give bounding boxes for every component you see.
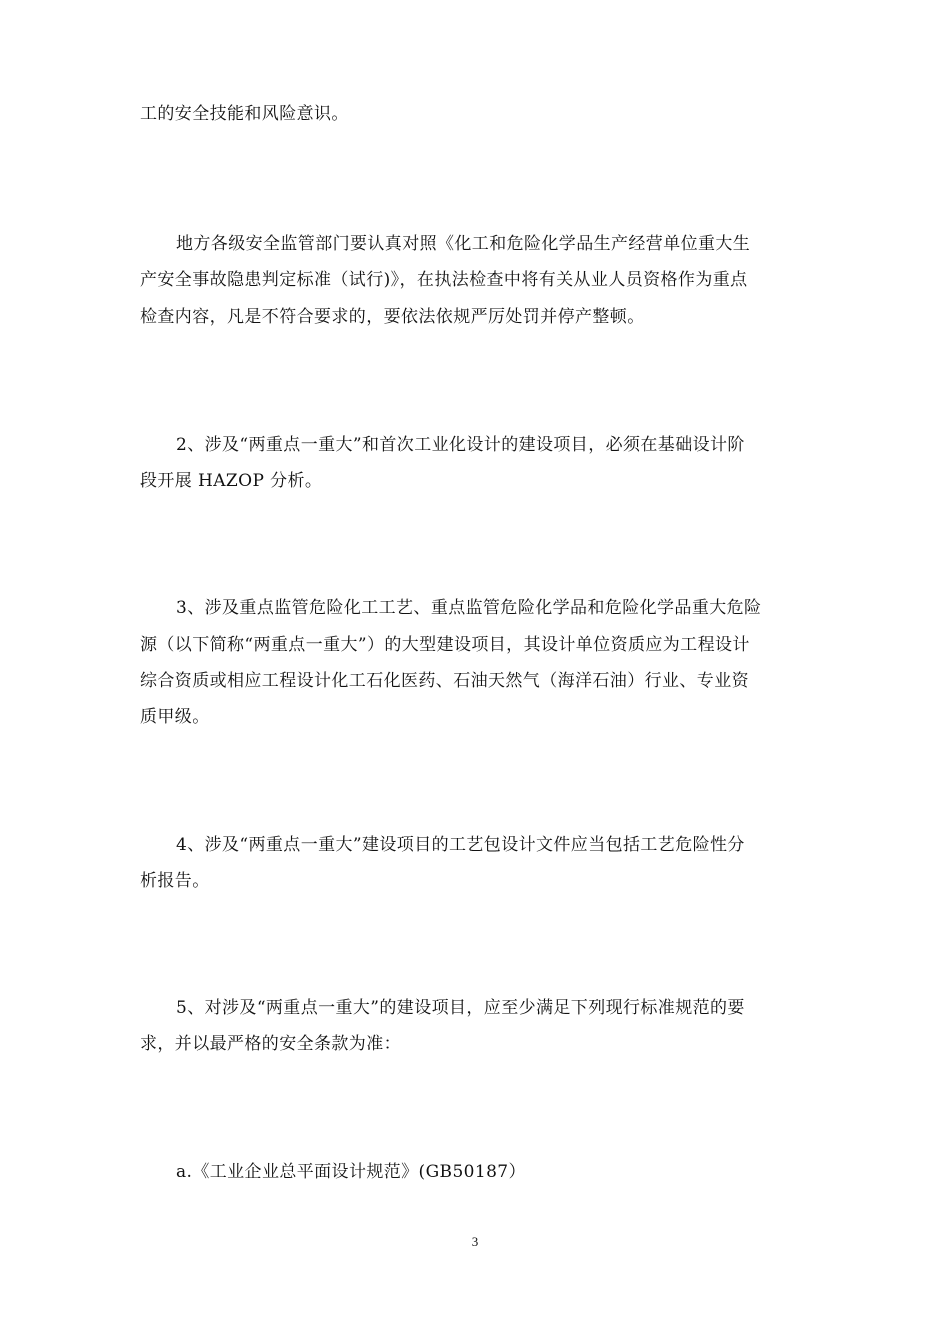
paragraph-line: 工的安全技能和风险意识。 — [140, 104, 349, 124]
page-number: 3 — [471, 1234, 479, 1249]
paragraph-line: 3、涉及重点监管危险化工工艺、重点监管危险化学品和危险化学品重大危险 — [176, 598, 762, 618]
paragraph-line: 质甲级。 — [140, 707, 210, 727]
paragraph-line: 段开展 HAZOP 分析。 — [140, 471, 323, 491]
paragraph-line: 5、对涉及“两重点一重大”的建设项目，应至少满足下列现行标准规范的要 — [176, 998, 745, 1018]
paragraph-line: 综合资质或相应工程设计化工石化医药、石油天然气（海洋石油）行业、专业资 — [140, 671, 749, 691]
paragraph-line: 产安全事故隐患判定标准（试行)》，在执法检查中将有关从业人员资格作为重点 — [140, 270, 748, 290]
paragraph-line: 地方各级安全监管部门要认真对照《化工和危险化学品生产经营单位重大生 — [176, 234, 751, 254]
paragraph-line: 2、涉及“两重点一重大”和首次工业化设计的建设项目，必须在基础设计阶 — [176, 435, 745, 455]
paragraph-line: 求，并以最严格的安全条款为准： — [140, 1034, 401, 1054]
paragraph-line: 检查内容，凡是不符合要求的，要依法依规严厉处罚并停产整顿。 — [140, 307, 645, 327]
paragraph-line: 析报告。 — [140, 871, 210, 891]
paragraph-line: 源（以下简称“两重点一重大”）的大型建设项目，其设计单位资质应为工程设计 — [140, 635, 750, 655]
paragraph-line: 4、涉及“两重点一重大”建设项目的工艺包设计文件应当包括工艺危险性分 — [176, 835, 745, 855]
paragraph-line: a.《工业企业总平面设计规范》(GB50187） — [176, 1162, 526, 1182]
